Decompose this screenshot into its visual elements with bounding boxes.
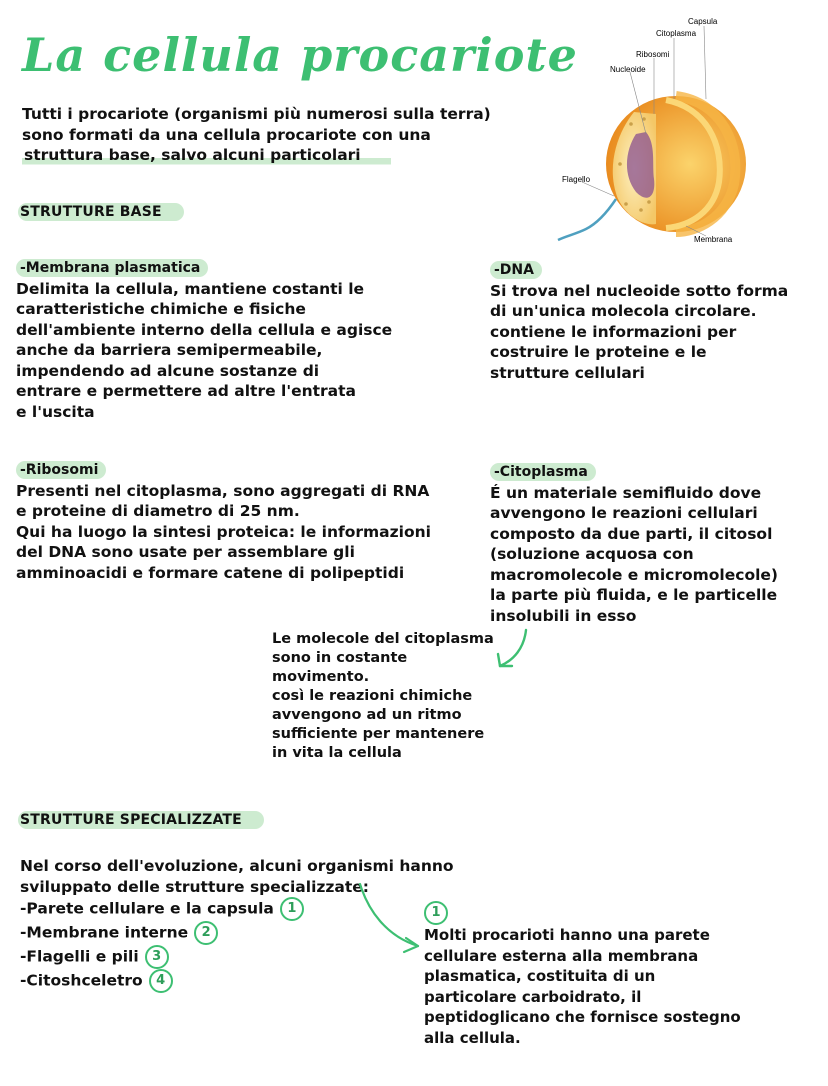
specializzate-item — [20, 969, 454, 993]
parete-note-line: peptidoglicano che fornisce sostegno — [424, 1008, 741, 1026]
flagellum-shape — [558, 199, 616, 240]
parete-note — [424, 925, 741, 1048]
citoplasma-line: É un materiale semifluido dove — [490, 483, 762, 502]
note-line: sono in costante — [272, 650, 408, 666]
dna-block — [490, 259, 788, 383]
curved-arrow-icon — [356, 880, 426, 956]
membrana-line: e l'uscita — [16, 402, 95, 421]
item-number-badge: 2 — [194, 921, 218, 945]
citoplasma-line: avvengono le reazioni cellulari — [490, 504, 758, 522]
parete-note-line: alla cellula. — [424, 1028, 521, 1047]
note-line: avvengono ad un ritmo — [272, 707, 462, 723]
section-heading-strutture-base: STRUTTURE BASE — [18, 203, 184, 221]
parete-note-line: particolare carboidrato, il — [424, 987, 642, 1006]
parete-note-line: plasmatica, costituita di un — [424, 967, 656, 985]
ribosomi-line: Presenti nel citoplasma, sono aggregati di RNA — [16, 481, 430, 500]
citoplasma-block — [490, 461, 778, 626]
item-label: -Citoshceletro — [20, 971, 143, 990]
parete-note-line: cellulare esterna alla membrana — [424, 946, 699, 965]
prokaryote-cell-diagram — [556, 14, 756, 246]
intro-paragraph — [22, 104, 491, 166]
label-nucleoide: Nucleoide — [610, 65, 646, 74]
parete-note-line: Molti procarioti hanno una parete — [424, 926, 710, 944]
item-number-badge: 1 — [280, 897, 304, 921]
membrana-line: anche da barriera semipermeabile, — [16, 341, 323, 359]
membrana-line: impendendo ad alcune sostanze di — [16, 361, 320, 380]
item-number-badge: 3 — [145, 945, 169, 969]
citoplasma-line: la parte più fluida, e le particelle — [490, 586, 778, 604]
label-flagello: Flagello — [562, 175, 591, 184]
membrana-title: -Membrana plasmatica — [16, 259, 208, 277]
note-line: Le molecole del citoplasma — [272, 631, 494, 647]
membrana-line: entrare e permettere ad altre l'entrata — [16, 382, 356, 400]
ribosomi-title: -Ribosomi — [16, 461, 106, 479]
membrana-line: dell'ambiente interno della cellula e agisce — [16, 320, 393, 339]
page-title: La cellula procariote — [22, 28, 578, 82]
citoplasma-line: composto da due parti, il citosol — [490, 524, 773, 543]
specializzate-intro-line: sviluppato delle strutture specializzate: — [20, 877, 369, 896]
specializzate-intro-line: Nel corso dell'evoluzione, alcuni organismi hanno — [20, 857, 454, 875]
arrow-icon — [492, 628, 532, 672]
item-number-badge: 4 — [149, 969, 173, 993]
citoplasma-title: -Citoplasma — [490, 463, 596, 481]
citoplasma-line: macromolecole e micromolecole) — [490, 565, 778, 584]
intro-line: struttura base, salvo alcuni particolari — [22, 145, 391, 166]
ribosomi-line: amminoacidi e formare catene di polipeptidi — [16, 563, 405, 582]
ribosomi-line: e proteine di diametro di 25 nm. — [16, 502, 300, 520]
item-label: -Membrane interne — [20, 923, 189, 942]
item-label: -Flagelli e pili — [20, 947, 139, 966]
dna-line: contiene le informazioni per — [490, 322, 737, 341]
label-capsula: Capsula — [688, 17, 718, 26]
label-ribosomi: Ribosomi — [636, 50, 670, 59]
citoplasma-line: insolubili in esso — [490, 606, 637, 625]
section-heading-strutture-specializzate: STRUTTURE SPECIALIZZATE — [18, 811, 264, 829]
ribosomi-line: del DNA sono usate per assemblare gli — [16, 543, 355, 561]
membrana-line: Delimita la cellula, mantiene costanti le — [16, 279, 365, 298]
ribosomi-line: Qui ha luogo la sintesi proteica: le informazioni — [16, 522, 431, 541]
ribosomi-block — [16, 459, 431, 583]
membrana-block — [16, 257, 392, 422]
citoplasma-line: (soluzione acquosa con — [490, 545, 694, 563]
label-citoplasma: Citoplasma — [656, 29, 697, 38]
dna-line: costruire le proteine e le — [490, 343, 707, 361]
note-line: sufficiente per mantenere — [272, 726, 485, 742]
item-label: -Parete cellulare e la capsula — [20, 899, 274, 918]
note-line: movimento. — [272, 669, 370, 685]
intro-line: Tutti i procariote (organismi più numerosi sulla terra) — [22, 105, 491, 123]
dna-line: Si trova nel nucleoide sotto forma — [490, 281, 789, 300]
dna-line: di un'unica molecola circolare. — [490, 302, 757, 320]
note-line: in vita la cellula — [272, 745, 402, 761]
intro-line: sono formati da una cellula procariote con una — [22, 125, 431, 144]
dna-line: strutture cellulari — [490, 363, 645, 382]
note-number-badge: 1 — [424, 901, 448, 925]
membrana-line: caratteristiche chimiche e fisiche — [16, 300, 306, 318]
dna-title: -DNA — [490, 261, 542, 279]
molecole-note — [272, 630, 494, 763]
note-line: così le reazioni chimiche — [272, 688, 473, 704]
label-membrana: Membrana — [694, 235, 733, 244]
